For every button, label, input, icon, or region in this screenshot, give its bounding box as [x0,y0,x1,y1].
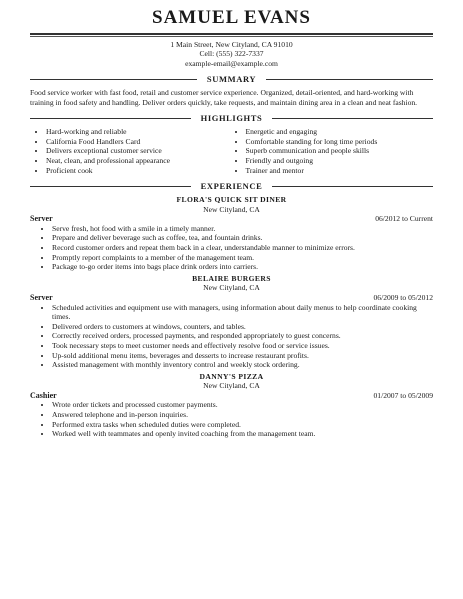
job-entry-dannys [30,372,433,439]
summary-text: Food service worker with fast food, retail and customer service experience. Organized, detail-oriented, and hard-working with training in food safety and handling. Deliver orders quickly, take requests, and maintain dining area in a clean and neat fashion. [30,88,418,107]
highlight-item: • Superb communication and people skills [246,146,434,156]
duty-item: • Took necessary steps to meet customer needs and effectively resolve food or service issues. [52,341,433,351]
job-dates: 06/2009 to 05/2012 [373,292,433,302]
candidate-name: SAMUEL EVANS [152,7,311,28]
employer-location: New Cityland, CA [203,283,260,293]
highlight-item: • Proficient cook [46,166,234,176]
experience-title: EXPERIENCE [200,181,263,192]
summary-section-header [30,74,433,85]
duty-item: • Promptly report complaints to a member of the management team. [52,253,433,263]
job-entry-belaire [30,274,433,370]
contact-phone: Cell: (555) 322-7337 [199,49,264,59]
duty-item: • Up-sold additional menu items, beverages and desserts to increase restaurant profits. [52,351,433,361]
duty-item: • Correctly received orders, processed payments, and responded appropriately to guest concerns. [52,331,433,341]
duty-item: • Serve fresh, hot food with a smile in a timely manner. [52,224,433,234]
experience-section-header [30,181,433,192]
employer-name: FLORA'S QUICK SIT DINER [176,195,287,204]
highlight-item: • Delivers exceptional customer service [46,146,234,156]
job-duties [30,400,433,438]
highlight-item: • Friendly and outgoing [246,156,434,166]
highlight-item: • Neat, clean, and professional appearance [46,156,234,166]
duty-item: • Record customer orders and repeat them back in a clear, understandable manner to minimize errors. [52,243,433,253]
duty-item: • Performed extra tasks when scheduled duties were completed. [52,420,433,430]
job-dates: 01/2007 to 05/2009 [373,390,433,400]
highlight-item: • Comfortable standing for long time periods [246,137,434,147]
highlight-item: • Energetic and engaging [246,127,434,137]
employer-name: DANNY'S PIZZA [199,371,264,381]
duty-item: • Package to-go order items into bags place drink orders into carriers. [52,262,433,272]
summary-title: SUMMARY [206,74,257,85]
job-title: Server [30,214,53,224]
job-entry-floras [30,195,433,272]
duty-item: • Worked well with teammates and openly invited coaching from the management team. [52,429,433,439]
header-divider-thin [30,36,433,37]
header-divider-thick [30,33,433,35]
duty-item: • Assisted management with monthly inventory control and weekly stock ordering. [52,360,433,370]
duty-item: • Delivered orders to customers at windows, counters, and tables. [52,322,433,332]
duty-item: • Prepare and deliver beverage such as coffee, tea, and fountain drinks. [52,233,433,243]
contact-address: 1 Main Street, New Cityland, CA 91010 [170,40,293,49]
job-dates: 06/2012 to Current [375,214,433,224]
job-title: Server [30,292,53,302]
highlights-section-header [30,113,433,124]
duty-item: • Wrote order tickets and processed customer payments. [52,400,433,410]
contact-block [30,40,433,68]
duty-item: • Answered telephone and in-person inquiries. [52,410,433,420]
highlight-item: • Trainer and mentor [246,166,434,176]
job-duties [30,224,433,272]
highlights-left-column [34,127,234,175]
employer-name: BELAIRE BURGERS [192,273,271,283]
job-duties [30,303,433,370]
employer-location: New Cityland, CA [203,381,260,391]
highlights-right-column [234,127,434,175]
contact-email: example-email@example.com [185,58,278,68]
highlights-list [30,127,433,175]
employer-location: New Cityland, CA [203,204,260,214]
highlight-item: • California Food Handlers Card [46,137,234,147]
highlights-title: HIGHLIGHTS [200,113,263,124]
duty-item: • Scheduled activities and equipment use with managers, using information about daily menus to help coordinate cooking times. [52,303,433,322]
highlight-item: • Hard-working and reliable [46,127,234,137]
job-title: Cashier [30,390,57,400]
